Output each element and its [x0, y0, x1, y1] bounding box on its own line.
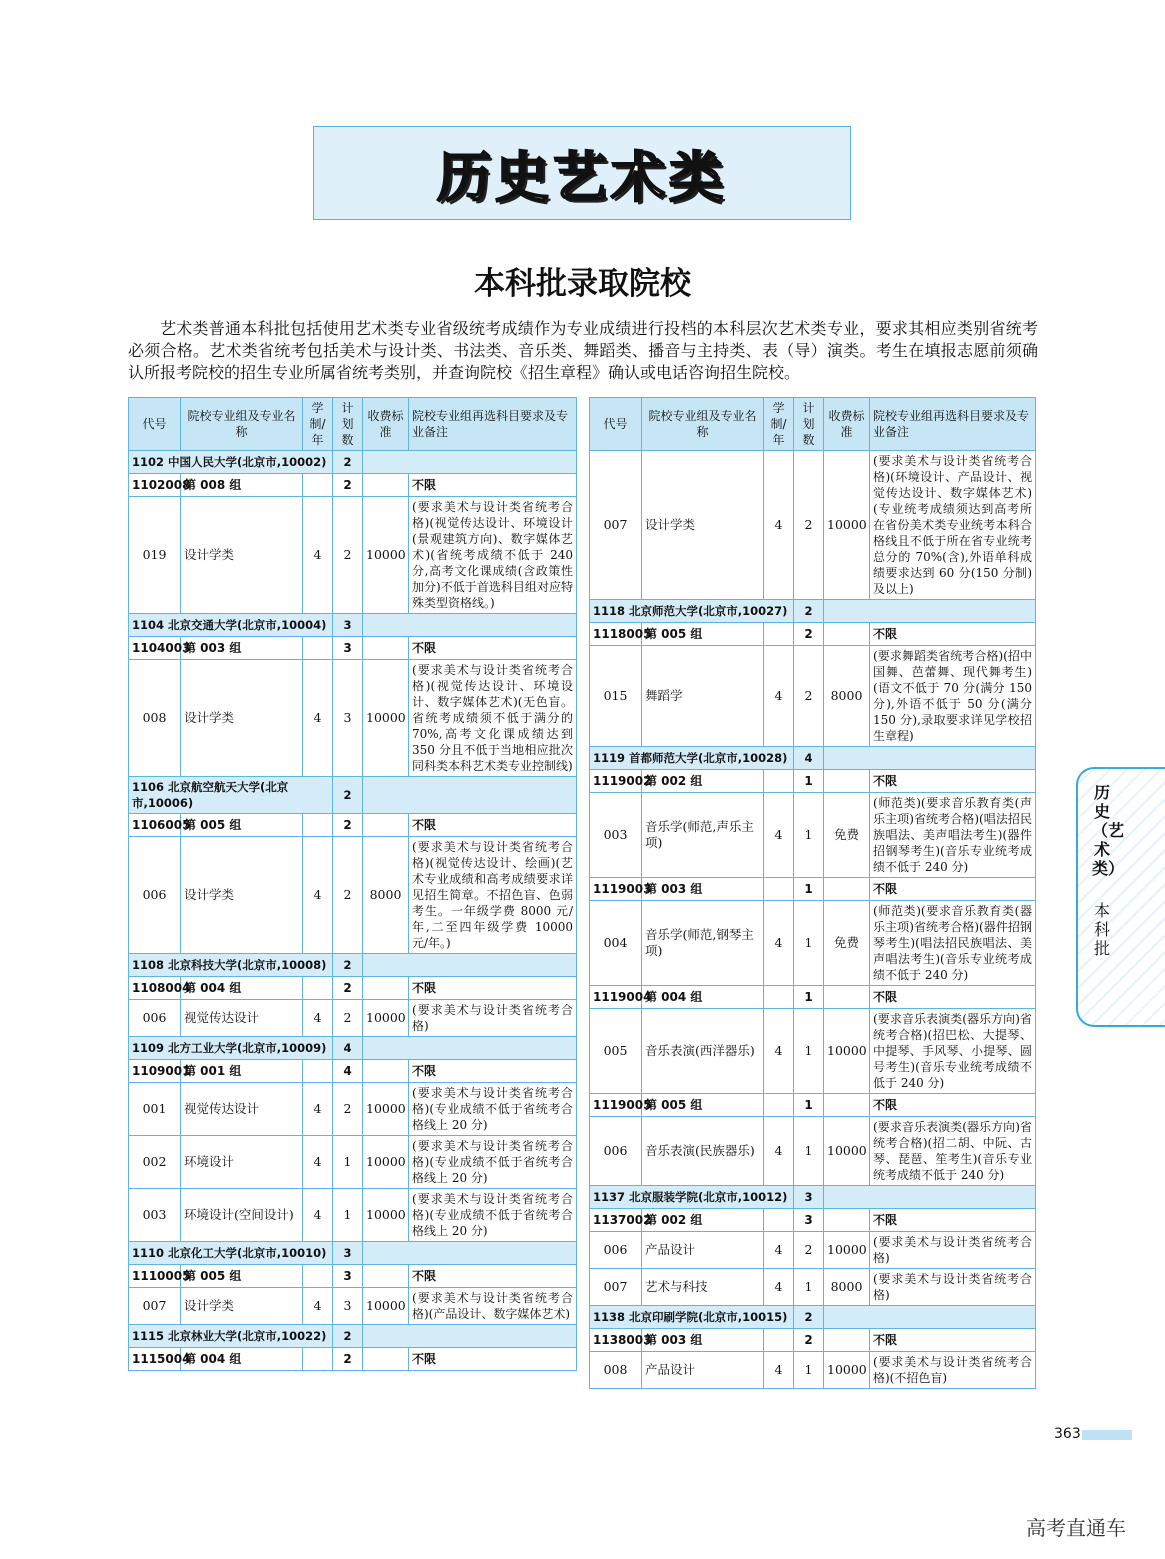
school-row — [129, 1325, 577, 1348]
subject-requirement: 不限 — [409, 814, 577, 837]
major-name: 设计学类 — [181, 660, 303, 777]
duration-years: 4 — [303, 1083, 333, 1136]
plan-count: 1 — [333, 1189, 363, 1242]
plan-count: 1 — [794, 770, 824, 793]
empty-cell — [764, 878, 794, 901]
empty-cell — [824, 1329, 870, 1352]
watermark: 高考直通车 — [1026, 1516, 1126, 1540]
subject-requirement: 不限 — [870, 1094, 1036, 1117]
empty-cell — [824, 986, 870, 1009]
group-row — [590, 770, 1036, 793]
major-code: 015 — [590, 646, 642, 747]
major-code: 003 — [590, 793, 642, 878]
major-row — [590, 901, 1036, 986]
group-name: 第 001 组 — [181, 1060, 303, 1083]
group-row — [590, 1094, 1036, 1117]
subject-requirement: 不限 — [870, 623, 1036, 646]
group-code: 1138003 — [590, 1329, 642, 1352]
duration-years: 4 — [303, 1000, 333, 1037]
major-name: 设计学类 — [181, 1288, 303, 1325]
duration-years: 4 — [303, 1136, 333, 1189]
major-remark: (要求音乐表演类(器乐方向)省统考合格)(招二胡、中阮、古琴、琵琶、笙考生)(音乐专业统考成绩不低于 240 分) — [870, 1117, 1036, 1186]
empty-cell — [363, 1060, 409, 1083]
major-code: 019 — [129, 497, 181, 614]
tuition-fee: 10000 — [363, 497, 409, 614]
major-row — [590, 1117, 1036, 1186]
empty-cell — [363, 637, 409, 660]
intro-paragraph: 艺术类普通本科批包括使用艺术类专业省级统考成绩作为专业成绩进行投档的本科层次艺术类专业，要求其相应类别省统考必须合格。艺术类省统考包括美术与设计类、书法类、音乐类、舞蹈类、播音与主持类、表（导）演类。考生在填报志愿前须确认所报考院校的招生专业所属省统考类别，并查询院校《招生章程》确认或电话咨询招生院校。 — [128, 319, 1038, 382]
duration-years: 4 — [764, 901, 794, 986]
plan-count: 2 — [333, 1348, 363, 1371]
group-code: 1104003 — [129, 637, 181, 660]
plan-count: 1 — [794, 878, 824, 901]
section-title: 历史艺术类 — [437, 145, 727, 209]
plan-count: 3 — [333, 1242, 363, 1265]
tuition-fee: 10000 — [824, 451, 870, 600]
major-row — [590, 646, 1036, 747]
empty-cell — [363, 451, 577, 474]
major-row — [129, 1083, 577, 1136]
empty-cell — [363, 1348, 409, 1371]
duration-years: 4 — [303, 1288, 333, 1325]
major-code: 006 — [590, 1232, 642, 1269]
major-code: 007 — [590, 451, 642, 600]
plan-count: 2 — [333, 814, 363, 837]
plan-count: 2 — [794, 623, 824, 646]
plan-count: 3 — [333, 660, 363, 777]
empty-cell — [303, 1348, 333, 1371]
subject-requirement: 不限 — [409, 977, 577, 1000]
school-name: 1118 北京师范大学(北京市,10027) — [590, 600, 794, 623]
major-row — [129, 1189, 577, 1242]
group-code: 1119005 — [590, 1094, 642, 1117]
side-section-tab — [1076, 767, 1165, 1027]
group-row — [129, 1060, 577, 1083]
major-code: 003 — [129, 1189, 181, 1242]
group-code: 1119003 — [590, 878, 642, 901]
group-name: 第 003 组 — [642, 878, 764, 901]
major-name: 音乐表演(西洋器乐) — [642, 1009, 764, 1094]
empty-cell — [764, 1209, 794, 1232]
major-row — [129, 1000, 577, 1037]
plan-count: 1 — [794, 1009, 824, 1094]
empty-cell — [824, 1094, 870, 1117]
plan-count: 2 — [333, 474, 363, 497]
tuition-fee: 8000 — [824, 646, 870, 747]
plan-count: 1 — [794, 1269, 824, 1306]
tuition-fee: 10000 — [363, 660, 409, 777]
group-code: 1119002 — [590, 770, 642, 793]
plan-count: 2 — [333, 977, 363, 1000]
major-code: 002 — [129, 1136, 181, 1189]
duration-years: 4 — [303, 837, 333, 954]
plan-count: 2 — [794, 646, 824, 747]
major-remark: (要求美术与设计类省统考合格)(视觉传达设计、环境设计、数字媒体艺术)(无色盲。省统考成绩须不低于满分的 70%,高考文化课成绩达到 350 分且不低于当地相应批次同科类本科艺术类专业控制线) — [409, 660, 577, 777]
major-code: 006 — [129, 837, 181, 954]
plan-count: 1 — [794, 1352, 824, 1389]
duration-years: 4 — [764, 1117, 794, 1186]
major-row — [129, 837, 577, 954]
school-name: 1138 北京印刷学院(北京市,10015) — [590, 1306, 794, 1329]
school-row — [129, 1242, 577, 1265]
group-name: 第 004 组 — [642, 986, 764, 1009]
plan-count: 3 — [333, 1265, 363, 1288]
empty-cell — [363, 814, 409, 837]
major-remark: (要求舞蹈类省统考合格)(招中国舞、芭蕾舞、现代舞考生)(语文不低于 70 分(满分 150 分),外语不低于 50 分(满分 150 分),录取要求详见学校招生章程) — [870, 646, 1036, 747]
major-remark: (要求美术与设计类省统考合格)(环境设计、产品设计、视觉传达设计、数字媒体艺术)(专业统考成绩须达到高考所在省份美术类专业统考本科合格线且不低于所在省专业统考总分的 70%(含),外语单科成绩要求达到 60 分(150 分制)及以上) — [870, 451, 1036, 600]
group-code: 1137002 — [590, 1209, 642, 1232]
side-tab-secondary: 本科批 — [1093, 901, 1110, 958]
school-name: 1115 北京林业大学(北京市,10022) — [129, 1325, 333, 1348]
major-name: 视觉传达设计 — [181, 1083, 303, 1136]
plan-count: 1 — [794, 901, 824, 986]
major-remark: (要求美术与设计类省统考合格)(产品设计、数字媒体艺术) — [409, 1288, 577, 1325]
empty-cell — [303, 474, 333, 497]
school-row — [129, 777, 577, 814]
plan-count: 2 — [794, 1232, 824, 1269]
empty-cell — [764, 770, 794, 793]
major-row — [590, 1269, 1036, 1306]
tuition-fee: 10000 — [363, 1189, 409, 1242]
major-remark: (要求美术与设计类省统考合格)(视觉传达设计、绘画)(艺术专业成绩和高考成绩要求详见招生简章。不招色盲、色弱考生。一年级学费 8000 元/年,二至四年级学费 10000 元/年。) — [409, 837, 577, 954]
plan-count: 4 — [794, 747, 824, 770]
section-title-box — [313, 126, 851, 220]
school-name: 1109 北方工业大学(北京市,10009) — [129, 1037, 333, 1060]
school-row — [590, 1306, 1036, 1329]
tuition-fee: 8000 — [824, 1269, 870, 1306]
major-code: 001 — [129, 1083, 181, 1136]
major-name: 设计学类 — [642, 451, 764, 600]
empty-cell — [824, 1306, 1036, 1329]
major-name: 视觉传达设计 — [181, 1000, 303, 1037]
plan-count: 1 — [333, 1136, 363, 1189]
plan-count: 3 — [333, 614, 363, 637]
plan-count: 3 — [333, 1288, 363, 1325]
tuition-fee: 免费 — [824, 793, 870, 878]
right-admission-table — [589, 397, 1036, 1389]
major-remark: (要求美术与设计类省统考合格)(专业成绩不低于省统考合格线上 20 分) — [409, 1136, 577, 1189]
empty-cell — [764, 986, 794, 1009]
major-row — [129, 497, 577, 614]
duration-years: 4 — [303, 1189, 333, 1242]
tuition-fee: 10000 — [824, 1117, 870, 1186]
group-name: 第 002 组 — [642, 770, 764, 793]
school-row — [590, 1186, 1036, 1209]
empty-cell — [303, 637, 333, 660]
group-code: 1106005 — [129, 814, 181, 837]
major-remark: (要求美术与设计类省统考合格)(视觉传达设计、环境设计(景观建筑方向)、数字媒体艺术)(省统考成绩不低于 240 分,高考文化课成绩(含政策性加分)不低于首选科目组对应特殊类型资格线。) — [409, 497, 577, 614]
group-row — [590, 1209, 1036, 1232]
subject-requirement: 不限 — [409, 637, 577, 660]
major-name: 环境设计 — [181, 1136, 303, 1189]
header-code: 代号 — [590, 398, 642, 451]
plan-count: 1 — [794, 1094, 824, 1117]
major-name: 音乐学(师范,声乐主项) — [642, 793, 764, 878]
header-name: 院校专业组及专业名称 — [181, 398, 303, 451]
plan-count: 1 — [794, 793, 824, 878]
group-name: 第 003 组 — [181, 637, 303, 660]
subject-requirement: 不限 — [409, 1265, 577, 1288]
major-name: 产品设计 — [642, 1352, 764, 1389]
plan-count: 4 — [333, 1060, 363, 1083]
tuition-fee: 10000 — [824, 1232, 870, 1269]
duration-years: 4 — [764, 646, 794, 747]
major-code: 008 — [590, 1352, 642, 1389]
major-row — [129, 660, 577, 777]
header-years: 学制/年 — [764, 398, 794, 451]
plan-count: 2 — [333, 497, 363, 614]
duration-years: 4 — [303, 497, 333, 614]
empty-cell — [764, 1329, 794, 1352]
major-name: 设计学类 — [181, 497, 303, 614]
group-row — [129, 637, 577, 660]
empty-cell — [824, 770, 870, 793]
major-remark: (要求美术与设计类省统考合格) — [409, 1000, 577, 1037]
empty-cell — [363, 777, 577, 814]
tuition-fee: 免费 — [824, 901, 870, 986]
major-name: 环境设计(空间设计) — [181, 1189, 303, 1242]
plan-count: 2 — [333, 954, 363, 977]
school-name: 1106 北京航空航天大学(北京市,10006) — [129, 777, 333, 814]
plan-count: 3 — [794, 1186, 824, 1209]
group-name: 第 005 组 — [181, 814, 303, 837]
header-plan: 计划数 — [794, 398, 824, 451]
duration-years: 4 — [764, 451, 794, 600]
group-code: 1110005 — [129, 1265, 181, 1288]
tuition-fee: 10000 — [363, 1083, 409, 1136]
empty-cell — [363, 1325, 577, 1348]
group-name: 第 005 组 — [181, 1265, 303, 1288]
plan-count: 2 — [333, 837, 363, 954]
empty-cell — [303, 814, 333, 837]
header-plan: 计划数 — [333, 398, 363, 451]
page-number: 363 — [1054, 1426, 1081, 1442]
school-name: 1104 北京交通大学(北京市,10004) — [129, 614, 333, 637]
empty-cell — [363, 1242, 577, 1265]
group-name: 第 005 组 — [642, 1094, 764, 1117]
major-remark: (要求美术与设计类省统考合格) — [870, 1232, 1036, 1269]
group-row — [590, 878, 1036, 901]
major-code: 008 — [129, 660, 181, 777]
tuition-fee: 10000 — [363, 1136, 409, 1189]
duration-years: 4 — [764, 1352, 794, 1389]
major-name: 设计学类 — [181, 837, 303, 954]
plan-count: 1 — [794, 1117, 824, 1186]
empty-cell — [824, 1209, 870, 1232]
tuition-fee: 8000 — [363, 837, 409, 954]
tuition-fee: 10000 — [363, 1000, 409, 1037]
group-code: 1102008 — [129, 474, 181, 497]
school-name: 1108 北京科技大学(北京市,10008) — [129, 954, 333, 977]
plan-count: 2 — [333, 1000, 363, 1037]
major-remark: (师范类)(要求音乐教育类(器乐主项)省统考合格)(器件招钢琴考生)(唱法招民族唱法、美声唱法考生)(音乐专业统考成绩不低于 240 分) — [870, 901, 1036, 986]
major-code: 006 — [129, 1000, 181, 1037]
group-row — [590, 1329, 1036, 1352]
header-fee: 收费标准 — [824, 398, 870, 451]
group-code: 1115004 — [129, 1348, 181, 1371]
major-name: 音乐学(师范,钢琴主项) — [642, 901, 764, 986]
subject-requirement: 不限 — [409, 1060, 577, 1083]
subject-requirement: 不限 — [870, 1209, 1036, 1232]
major-row — [590, 451, 1036, 600]
major-code: 005 — [590, 1009, 642, 1094]
subject-requirement: 不限 — [870, 878, 1036, 901]
empty-cell — [824, 747, 1036, 770]
empty-cell — [363, 614, 577, 637]
group-row — [590, 986, 1036, 1009]
empty-cell — [363, 954, 577, 977]
header-fee: 收费标准 — [363, 398, 409, 451]
school-name: 1110 北京化工大学(北京市,10010) — [129, 1242, 333, 1265]
major-row — [129, 1136, 577, 1189]
tuition-fee: 10000 — [824, 1009, 870, 1094]
group-name: 第 004 组 — [181, 977, 303, 1000]
header-years: 学制/年 — [303, 398, 333, 451]
plan-count: 2 — [333, 1325, 363, 1348]
plan-count: 2 — [333, 777, 363, 814]
header-note: 院校专业组再选科目要求及专业备注 — [409, 398, 577, 451]
group-name: 第 002 组 — [642, 1209, 764, 1232]
page-subtitle: 本科批录取院校 — [474, 266, 691, 302]
major-name: 艺术与科技 — [642, 1269, 764, 1306]
major-name: 舞蹈学 — [642, 646, 764, 747]
empty-cell — [363, 474, 409, 497]
major-code: 007 — [129, 1288, 181, 1325]
school-row — [129, 954, 577, 977]
subject-requirement: 不限 — [870, 986, 1036, 1009]
empty-cell — [764, 623, 794, 646]
empty-cell — [363, 1037, 577, 1060]
group-code: 1119004 — [590, 986, 642, 1009]
major-row — [590, 1009, 1036, 1094]
group-code: 1109001 — [129, 1060, 181, 1083]
plan-count: 3 — [333, 637, 363, 660]
plan-count: 2 — [794, 1329, 824, 1352]
school-row — [129, 614, 577, 637]
major-remark: (师范类)(要求音乐教育类(声乐主项)省统考合格)(唱法招民族唱法、美声唱法考生)(器件招钢琴考生)(音乐专业统考成绩不低于 240 分) — [870, 793, 1036, 878]
plan-count: 2 — [794, 451, 824, 600]
subject-requirement: 不限 — [870, 1329, 1036, 1352]
empty-cell — [363, 977, 409, 1000]
header-name: 院校专业组及专业名称 — [642, 398, 764, 451]
group-row — [129, 474, 577, 497]
school-name: 1102 中国人民大学(北京市,10002) — [129, 451, 333, 474]
school-row — [129, 1037, 577, 1060]
group-name: 第 004 组 — [181, 1348, 303, 1371]
plan-count: 3 — [794, 1209, 824, 1232]
school-row — [129, 451, 577, 474]
major-code: 007 — [590, 1269, 642, 1306]
left-admission-table — [128, 397, 577, 1371]
plan-count: 4 — [333, 1037, 363, 1060]
group-code: 1118005 — [590, 623, 642, 646]
major-remark: (要求美术与设计类省统考合格)(专业成绩不低于省统考合格线上 20 分) — [409, 1083, 577, 1136]
duration-years: 4 — [764, 1269, 794, 1306]
header-code: 代号 — [129, 398, 181, 451]
empty-cell — [303, 1060, 333, 1083]
major-remark: (要求美术与设计类省统考合格)(不招色盲) — [870, 1352, 1036, 1389]
tuition-fee: 10000 — [363, 1288, 409, 1325]
major-row — [129, 1288, 577, 1325]
major-name: 产品设计 — [642, 1232, 764, 1269]
group-name: 第 003 组 — [642, 1329, 764, 1352]
group-row — [129, 1265, 577, 1288]
group-row — [129, 1348, 577, 1371]
group-row — [129, 977, 577, 1000]
major-code: 004 — [590, 901, 642, 986]
group-row — [129, 814, 577, 837]
subject-requirement: 不限 — [409, 474, 577, 497]
page-number-bar — [1082, 1430, 1132, 1440]
major-row — [590, 1232, 1036, 1269]
major-remark: (要求美术与设计类省统考合格) — [870, 1269, 1036, 1306]
plan-count: 1 — [794, 986, 824, 1009]
duration-years: 4 — [764, 793, 794, 878]
empty-cell — [824, 878, 870, 901]
side-tab-primary: 历史（艺术类） — [1092, 783, 1125, 878]
plan-count: 2 — [794, 600, 824, 623]
major-code: 006 — [590, 1117, 642, 1186]
major-row — [590, 793, 1036, 878]
school-name: 1137 北京服装学院(北京市,10012) — [590, 1186, 794, 1209]
school-name: 1119 首都师范大学(北京市,10028) — [590, 747, 794, 770]
school-row — [590, 600, 1036, 623]
major-name: 音乐表演(民族器乐) — [642, 1117, 764, 1186]
group-name: 第 008 组 — [181, 474, 303, 497]
plan-count: 2 — [794, 1306, 824, 1329]
empty-cell — [363, 1265, 409, 1288]
major-remark: (要求音乐表演类(器乐方向)省统考合格)(招巴松、大提琴、中提琴、手风琴、小提琴、圆号考生)(音乐专业统考成绩不低于 240 分) — [870, 1009, 1036, 1094]
empty-cell — [303, 1265, 333, 1288]
empty-cell — [303, 977, 333, 1000]
empty-cell — [824, 600, 1036, 623]
empty-cell — [824, 623, 870, 646]
major-remark: (要求美术与设计类省统考合格)(专业成绩不低于省统考合格线上 20 分) — [409, 1189, 577, 1242]
group-name: 第 005 组 — [642, 623, 764, 646]
plan-count: 2 — [333, 451, 363, 474]
header-note: 院校专业组再选科目要求及专业备注 — [870, 398, 1036, 451]
subject-requirement: 不限 — [870, 770, 1036, 793]
duration-years: 4 — [764, 1009, 794, 1094]
plan-count: 2 — [333, 1083, 363, 1136]
group-code: 1108004 — [129, 977, 181, 1000]
tuition-fee: 10000 — [824, 1352, 870, 1389]
empty-cell — [824, 1186, 1036, 1209]
subject-requirement: 不限 — [409, 1348, 577, 1371]
major-row — [590, 1352, 1036, 1389]
duration-years: 4 — [303, 660, 333, 777]
empty-cell — [764, 1094, 794, 1117]
duration-years: 4 — [764, 1232, 794, 1269]
school-row — [590, 747, 1036, 770]
group-row — [590, 623, 1036, 646]
